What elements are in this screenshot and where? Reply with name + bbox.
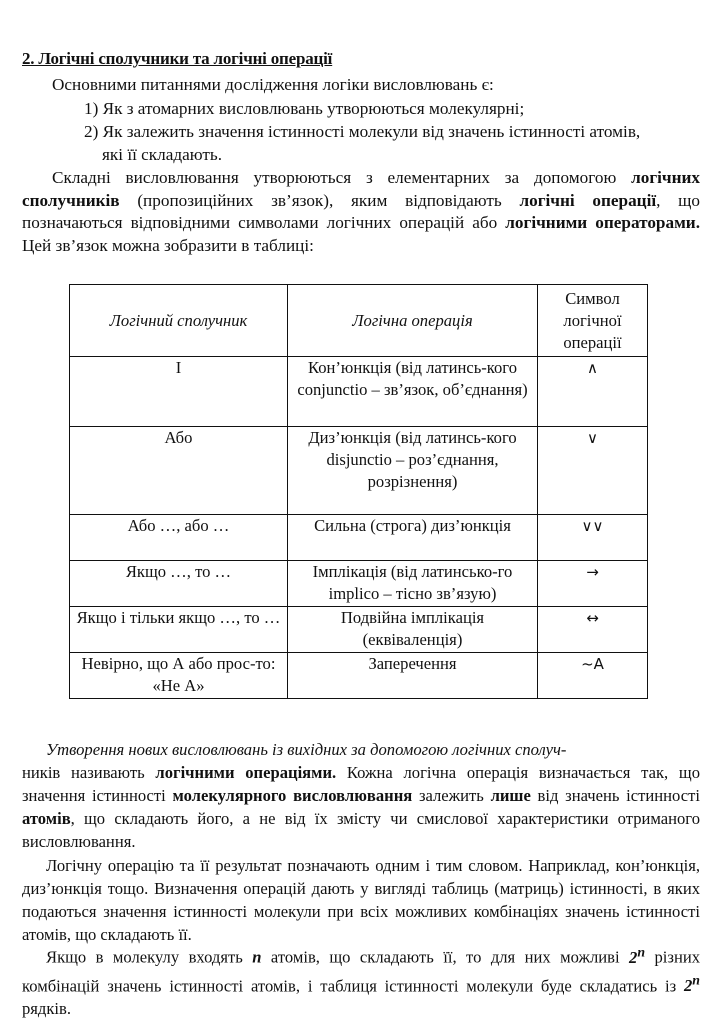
paragraph-3: Логічну операцію та її результат позначають одним і тим словом. Наприклад, кон’юнкція, диз’юнкція тощо. Визначення операцій дають у вигляді таблиць (матриць) істинності, в яких подаються значення істинності молекули при всіх можливих комбінаціях значень істинності атомів, що складають її. [22, 856, 700, 944]
paragraph-4 [22, 940, 700, 1020]
cell-operation: Імплікація (від латинсько-го implico – тісно зв’язую) [288, 561, 538, 607]
paragraph-1 [22, 167, 700, 257]
paragraph-2 [22, 738, 700, 853]
header-symbol-text: Символ логічної операції [563, 288, 622, 352]
table-row [70, 427, 648, 515]
table-row [70, 357, 648, 427]
bold-term: логічними операціями. [155, 763, 337, 782]
text-run: ників називають [22, 763, 156, 782]
bold-term: логічних сполучників [22, 168, 700, 210]
power-base: 2 [629, 947, 638, 967]
text-run: (пропозиційних зв’язок), яким відповідають [119, 190, 520, 210]
text-run: Цей зв’язок можна зобразити в таблиці: [22, 235, 314, 255]
cell-connective: Невірно, що А або прос-то: «Не А» [70, 653, 288, 699]
intro-question-2-cont: які її складають. [102, 145, 222, 164]
bold-term: атомів [22, 809, 71, 828]
cell-symbol: ↔ [538, 607, 648, 653]
power-exponent: n [637, 944, 646, 959]
table-row [70, 515, 648, 561]
bold-term: лише [490, 786, 531, 805]
text-run: атомів, що складають її, то для них можливі [261, 947, 630, 967]
cell-symbol: ∧ [538, 357, 648, 427]
cell-operation: Диз’юнкція (від латинсь-кого disjunctio – роз’єднання, розрізнення) [288, 427, 538, 515]
bold-term: логічні операції [519, 190, 657, 210]
text-run: рядків. [22, 999, 72, 1019]
italic-run: Утворення нових висловлювань із вихідних за допомогою логічних сполуч- [46, 740, 567, 759]
variable-n: n [252, 947, 262, 967]
cell-operation: Подвійна імплікація (еквіваленція) [288, 607, 538, 653]
cell-connective: Якщо …, то … [70, 561, 288, 607]
table-row [70, 653, 648, 699]
intro-question-2: 2) Як залежить значення істинності молекули від значень істинності атомів, [84, 122, 641, 141]
cell-symbol: → [538, 561, 648, 607]
header-symbol [538, 285, 648, 357]
table-row [70, 607, 648, 653]
text-run: залежить [412, 786, 491, 805]
power-base: 2 [684, 976, 693, 996]
cell-symbol: ~A [538, 653, 648, 699]
cell-connective: Або …, або … [70, 515, 288, 561]
table-header-row [70, 285, 648, 357]
cell-symbol: ∨∨ [538, 515, 648, 561]
cell-symbol: ∨ [538, 427, 648, 515]
logical-operations-table [69, 284, 648, 699]
table-row [70, 561, 648, 607]
section-heading: 2. Логічні сполучники та логічні операції [22, 49, 333, 68]
cell-connective: Або [70, 427, 288, 515]
bold-term: логічними операторами. [505, 213, 700, 232]
text-run: Кожна логічна операція визначається так, що значення істинності [22, 763, 700, 805]
cell-operation: Сильна (строга) диз’юнкція [288, 515, 538, 561]
cell-connective: І [70, 357, 288, 427]
intro-question-1: 1) Як з атомарних висловлювань утворюються молекулярні; [84, 99, 525, 118]
bold-term: молекулярного висловлювання [172, 786, 413, 805]
intro-lead: Основними питаннями дослідження логіки висловлювань є: [52, 75, 494, 94]
power-exponent: n [692, 972, 700, 988]
text-run: Складні висловлювання утворюються з елементарних за допомогою [52, 168, 632, 187]
cell-operation: Кон’юнкція (від латинсь-кого conjunctio – зв’язок, об’єднання) [288, 357, 538, 427]
header-operation: Логічна операція [288, 285, 538, 357]
cell-connective: Якщо і тільки якщо …, то … [70, 607, 288, 653]
text-run: , що складають його, а не від їх змісту чи смислової характеристики отриманого висловлювання. [22, 809, 700, 851]
header-connective: Логічний сполучник [70, 285, 288, 357]
text-run: від значень істинності [530, 786, 700, 805]
text-run: різних комбінацій значень істинності атомів, і таблиця істинності молекули буде складатись із [22, 947, 700, 996]
text-run: Якщо в молекулу входять [46, 947, 253, 967]
text-run: , що позначаються відповідними символами логічних операцій або [22, 190, 700, 232]
cell-operation: Заперечення [288, 653, 538, 699]
